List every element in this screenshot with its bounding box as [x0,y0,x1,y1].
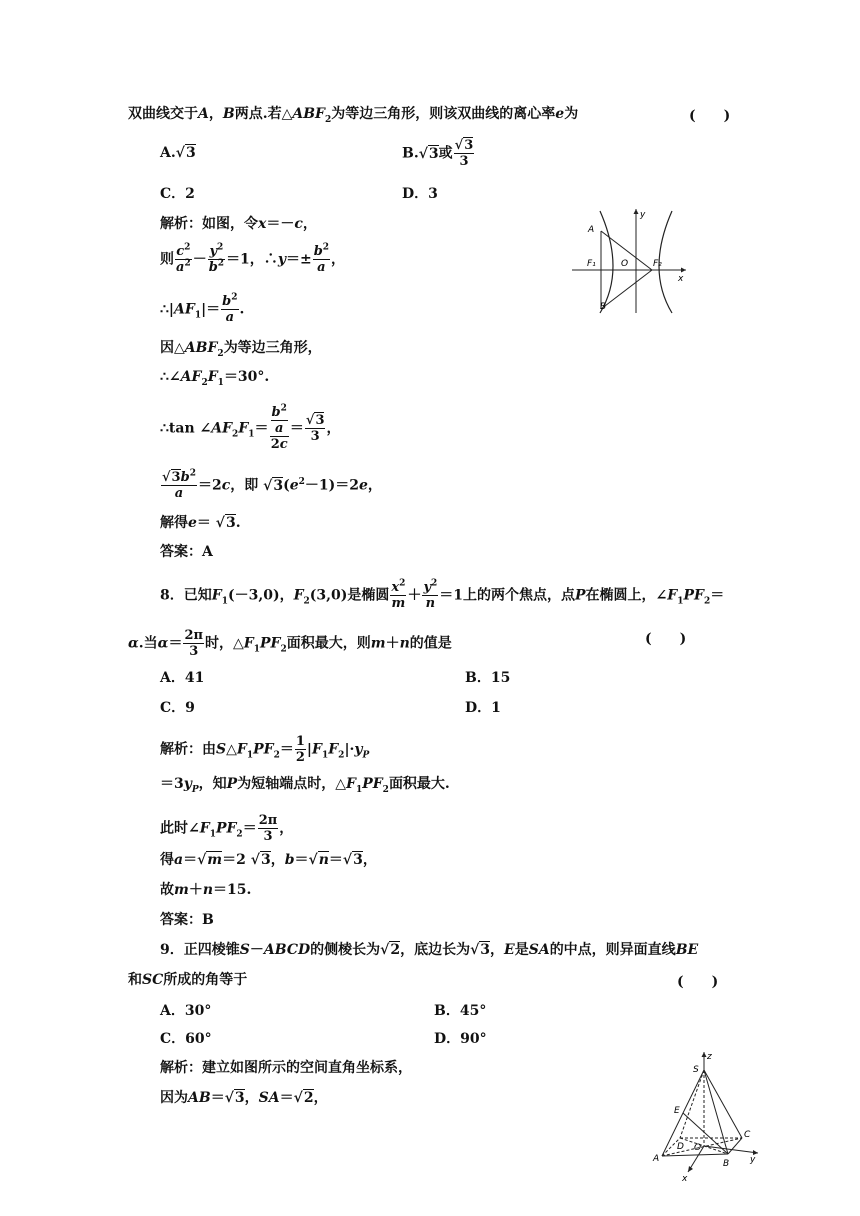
q9-option-c: C．60° [160,1031,212,1047]
fig2-label-o: O [694,1143,702,1153]
q9-answer-paren: ( ) [677,974,719,990]
hyperbola-figure [570,205,690,315]
q7-answer-paren: ( ) [689,108,731,124]
fig2-label-y: y [750,1155,756,1165]
fig1-label-f1: F₁ [587,259,596,269]
fig2-label-d: D [677,1142,684,1152]
q8-stem-line-1: 8．已知$F_1(-3,0)$，$F_2(3,0)$是椭圆 $\frac{x^2}{m}$ ＋ $\frac{y^2}{n}$ ＝1上的两个焦点，点P在椭圆上，$\angle F_1PF_2=$ [160,578,725,611]
q7-solution-8: 解得e＝ √ 3. [160,514,241,532]
fig1-label-a: A [588,225,595,235]
q8-answer: 答案：B [160,912,214,928]
fig1-label-o: O [621,259,629,269]
fig2-label-z: z [707,1052,712,1062]
q9-solution-2: 因为AB＝√ 3，SA＝√ 2， [160,1089,328,1107]
q9-option-a: A．30° [160,1003,212,1019]
q8-option-d: D．1 [465,700,501,716]
q7-solution-2: 则 $\frac{c^2}{a^2}$ － $\frac{y^2}{b^2}$ ＝1，∴y＝± $\frac{b^2}{a}$ ， [160,242,346,275]
q7-solution-6: ∴tan $\angle AF_2F_1=$ $\frac{\frac{b^2}{a}}{2c}$ ＝ √ $\frac{3}{3}$ ， [160,405,340,452]
q8-solution-2: $=3y_P$，知P为短轴端点时，$\triangle F_1PF_2$面积最大. [160,776,450,795]
q7-answer: 答案：A [160,544,213,560]
q8-option-a: A．41 [160,670,205,686]
fig2-label-c: C [744,1130,751,1140]
q8-stem-line-2: α.当α＝ $\frac{2\pi}{3}$ 时，$\triangle F_1PF_2$面积最大，则m＋n的值是 [128,628,452,659]
q7-stem-line: 双曲线交于A，B两点.若$\triangle ABF_2$为等边三角形，则该双曲线的离心率e为 [128,106,579,125]
fig2-label-e: E [674,1106,680,1116]
q7-option-a: A.√ 3 [160,144,196,162]
q7-solution-1: 解析：如图，令x＝－c， [160,216,317,232]
q8-answer-paren: ( ) [645,631,687,647]
q7-option-b: B.√ 3或 √ $\frac{3}{3}$ [402,138,475,169]
q8-solution-3: 此时$\angle F_1PF_2=$ $\frac{2\pi}{3}$ ， [160,813,294,844]
q8-option-b: B．15 [465,670,511,686]
q8-option-c: C．9 [160,700,195,716]
fig1-label-b: B [600,302,607,312]
q7-solution-5: $\therefore\angle AF_2F_1=30^\circ$. [160,369,270,388]
q9-solution-1: 解析：建立如图所示的空间直角坐标系， [160,1060,412,1076]
q7-solution-3: $\therefore|AF_1|=$ $\frac{b^2}{a}$ . [160,292,245,325]
q7-solution-7: √ $\frac{3b^2}{a}$ ＝2c，即 √ $3(e^2-1)=2e$， [160,470,382,501]
fig2-label-b: B [723,1159,730,1169]
q9-stem-line-1: 9．正四棱锥S－ABCD的侧棱长为√ 2，底边长为√ 3，E是SA的中点，则异面直线BE [160,941,698,959]
q7-option-d: D．3 [402,186,438,202]
q7-option-c: C．2 [160,186,195,202]
fig2-label-s: S [693,1065,699,1075]
fig2-label-x: x [682,1174,688,1184]
fig1-label-f2: F₂ [653,259,662,269]
pyramid-figure [650,1050,765,1185]
q8-solution-1: 解析：由$S\triangle F_1PF_2=$ $\frac{1}{2}$ $|F_1F_2|\cdot y_P$ [160,734,370,765]
q8-solution-5: 故m＋n＝15. [160,882,252,898]
fig1-label-x: x [678,274,684,284]
q8-solution-4: 得a＝√ m＝2 √ 3，b＝√ n＝√ 3， [160,851,377,869]
fig2-label-a: A [653,1154,660,1164]
q9-option-b: B．45° [434,1003,487,1019]
q9-stem-line-2: 和SC所成的角等于 [128,972,248,988]
q9-option-d: D．90° [434,1031,487,1047]
q7-solution-4: 因$\triangle ABF_2$为等边三角形， [160,340,322,359]
fig1-label-y: y [640,210,646,220]
